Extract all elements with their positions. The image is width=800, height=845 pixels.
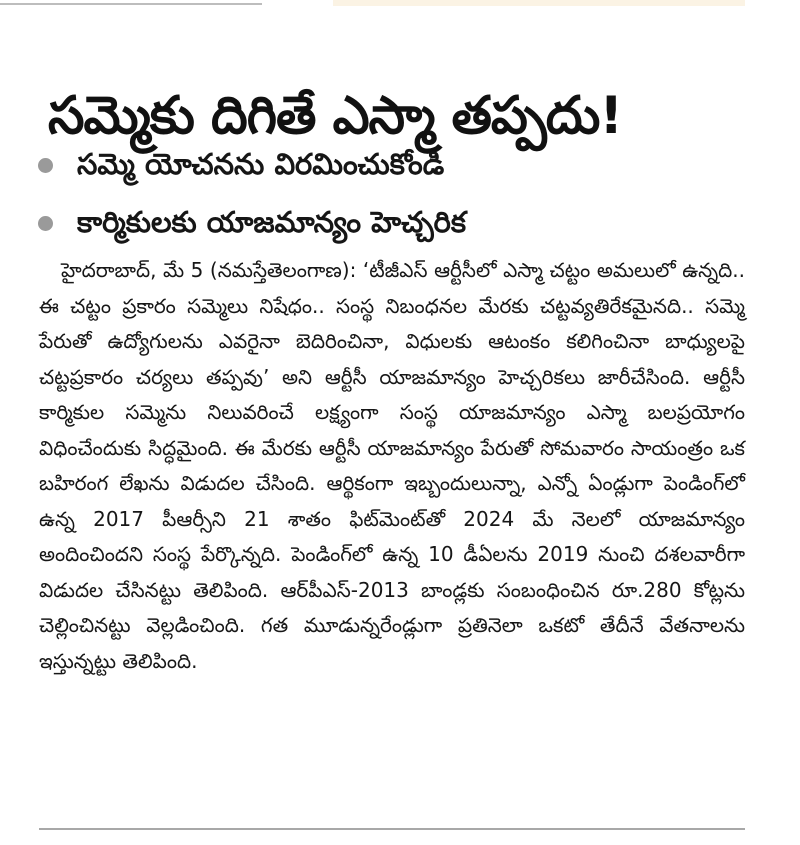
subheadline-item — [38, 194, 758, 252]
article-headline: సమ్మెకు దిగితే ఎస్మా తప్పదు! — [48, 86, 623, 147]
top-divider-rule — [0, 3, 262, 5]
top-header-strip — [333, 0, 745, 6]
bullet-dot-icon — [38, 216, 53, 231]
subheadline-item — [38, 136, 758, 194]
article-body: హైదరాబాద్, మే 5 (నమస్తేతెలంగాణ): ‘టీజీఎస్ ఆర్టీసీలో ఎస్మా చట్టం అమలులో ఉన్నది.. ఈ చట్టం ప్రకారం సమ్మెలు నిషేధం.. సంస్థ నిబంధనల మేరకు చట్టవ్యతిరేకమైనది.. సమ్మె పేరుతో ఉద్యోగులను ఎవరైనా బెదిరించినా, విధులకు ఆటంకం కలిగించినా బాధ్యులపై చట్టప్రకారం చర్యలు తప్పవు’ అని ఆర్టీసీ యాజమాన్యం హెచ్చరికలు జారీచేసింది. ఆర్టీసీ కార్మికుల సమ్మెను నిలువరించే లక్ష్యంగా సంస్థ యాజమాన్యం ఎస్మా బలప్రయోగం విధించేందుకు సిద్ధమైంది. ఈ మేరకు ఆర్టీసీ యాజమాన్యం పేరుతో సోమవారం సాయంత్రం ఒక బహిరంగ లేఖను విడుదల చేసింది. ఆర్థికంగా ఇబ్బందులున్నా, ఎన్నో ఏండ్లుగా పెండింగ్‌లో ఉన్న 2017 పీఆర్సీని 21 శాతం ఫిట్‌మెంట్‌తో 2024 మే నెలలో యాజమాన్యం అందించిందని సంస్థ పేర్కొన్నది. పెండింగ్‌లో ఉన్న 10 డీఏలను 2019 నుంచి దశలవారీగా విడుదల చేసినట్టు తెలిపింది. ఆర్‌పీఎస్-2013 బాండ్లకు సంబంధించిన రూ.280 కోట్లను చెల్లించినట్టు వెల్లడించింది. గత మూడున్నరేండ్లుగా ప్రతినెలా ఒకటో తేదీనే వేతనాలను ఇస్తున్నట్టు తెలిపింది. — [39, 258, 745, 673]
bullet-dot-icon — [38, 158, 53, 173]
subheadline-list — [38, 136, 758, 252]
subheadline-text: సమ్మె యోచనను విరమించుకోండి — [77, 147, 445, 182]
bottom-divider-rule — [39, 828, 745, 830]
subheadline-text: కార్మికులకు యాజమాన్యం హెచ్చరిక — [77, 205, 466, 240]
